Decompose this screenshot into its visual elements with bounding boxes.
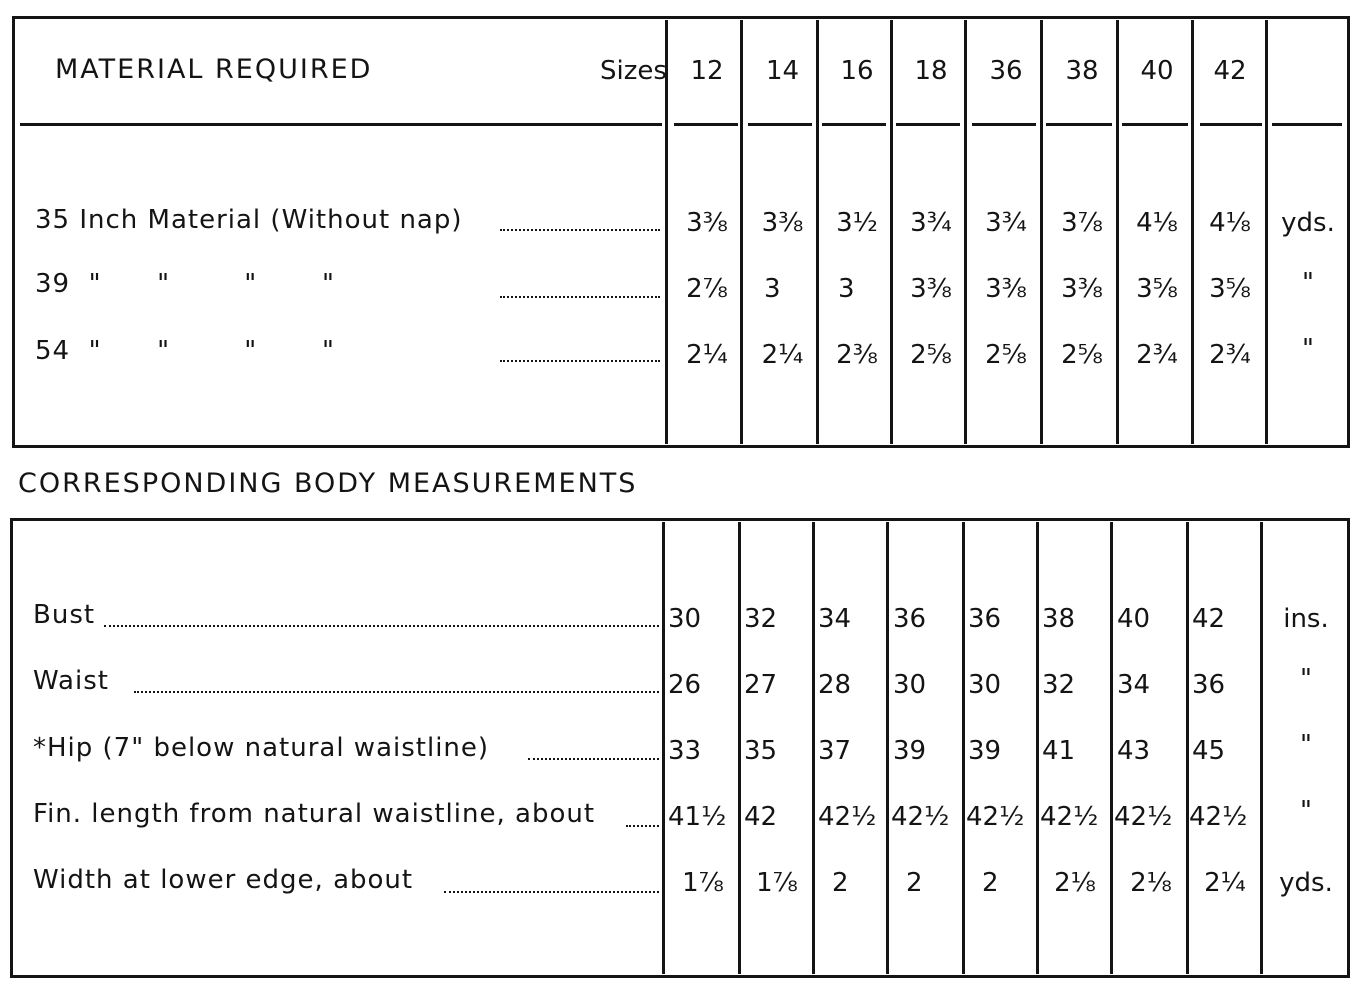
body-value: 38 bbox=[1042, 604, 1076, 634]
body-value: 32 bbox=[1042, 670, 1076, 700]
unit-rule bbox=[1272, 123, 1342, 126]
body-value: 32 bbox=[744, 604, 778, 634]
material-value: 2⅜ bbox=[836, 340, 878, 370]
body-value: 39 bbox=[893, 736, 927, 766]
material-header-rule bbox=[20, 123, 662, 126]
material-value: 3⅜ bbox=[686, 208, 728, 238]
body-value: 34 bbox=[818, 604, 852, 634]
material-value: 2¼ bbox=[686, 340, 728, 370]
material-value: 3⅜ bbox=[1061, 274, 1103, 304]
material-row-label: 35 Inch Material (Without nap) bbox=[35, 205, 463, 235]
material-col-divider bbox=[816, 20, 819, 444]
body-col-divider bbox=[738, 522, 741, 974]
body-value: 36 bbox=[893, 604, 927, 634]
material-value: 2¾ bbox=[1136, 340, 1178, 370]
leader-dots bbox=[626, 825, 659, 827]
material-value: 4⅛ bbox=[1209, 208, 1251, 238]
body-value: 35 bbox=[744, 736, 778, 766]
body-col-divider bbox=[662, 522, 665, 974]
material-value: 3⅜ bbox=[985, 274, 1027, 304]
material-row-label: 39 " " " " bbox=[35, 269, 336, 299]
body-col-divider bbox=[812, 522, 815, 974]
material-col-divider bbox=[964, 20, 967, 444]
body-value: 40 bbox=[1117, 604, 1151, 634]
size-rule-40 bbox=[1122, 123, 1188, 126]
size-header: 12 bbox=[690, 56, 724, 86]
size-header: 36 bbox=[989, 56, 1023, 86]
material-value: 3½ bbox=[836, 208, 878, 238]
body-value: 42½ bbox=[1040, 802, 1099, 832]
body-value: 42½ bbox=[818, 802, 877, 832]
body-value: 33 bbox=[668, 736, 702, 766]
material-value: 3⅜ bbox=[761, 208, 804, 238]
leader-dots bbox=[528, 758, 659, 760]
body-value: 30 bbox=[893, 670, 927, 700]
body-row-label: Bust bbox=[33, 600, 96, 630]
material-col-divider bbox=[1191, 20, 1194, 444]
body-value: 41½ bbox=[668, 802, 727, 832]
size-rule-14 bbox=[748, 123, 812, 126]
sizes-label: Sizes bbox=[600, 56, 667, 86]
body-value: 43 bbox=[1117, 736, 1151, 766]
body-row-label: Width at lower edge, about bbox=[33, 865, 414, 895]
body-value: 27 bbox=[744, 670, 778, 700]
material-value: 3 bbox=[838, 274, 855, 304]
leader-dots bbox=[104, 625, 659, 627]
material-value: 3⅜ bbox=[910, 274, 952, 304]
body-value: 36 bbox=[1192, 670, 1226, 700]
body-col-divider bbox=[1260, 522, 1263, 974]
leader-dots bbox=[444, 891, 659, 893]
body-value: 42½ bbox=[1189, 802, 1248, 832]
material-value: 2¾ bbox=[1209, 340, 1251, 370]
body-value: 36 bbox=[968, 604, 1002, 634]
material-value: 3⅝ bbox=[1209, 274, 1251, 304]
material-value: 3⅞ bbox=[1061, 208, 1103, 238]
size-header: 18 bbox=[914, 56, 948, 86]
body-value: 2⅛ bbox=[1130, 868, 1172, 898]
body-value: 2⅛ bbox=[1054, 868, 1096, 898]
material-value: 2⅝ bbox=[985, 340, 1027, 370]
body-unit: " bbox=[1300, 730, 1312, 760]
material-value: 2⅞ bbox=[686, 274, 728, 304]
body-value: 2 bbox=[982, 868, 999, 898]
material-row-label: 54 " " " " bbox=[35, 336, 336, 366]
body-row-label: Fin. length from natural waistline, about bbox=[33, 799, 596, 829]
body-unit: " bbox=[1300, 664, 1312, 694]
body-col-divider bbox=[886, 522, 889, 974]
size-rule-16 bbox=[822, 123, 886, 126]
material-value: 3⅝ bbox=[1136, 274, 1178, 304]
size-header: 38 bbox=[1065, 56, 1099, 86]
size-header: 14 bbox=[765, 56, 800, 86]
body-col-divider bbox=[1110, 522, 1113, 974]
body-value: 34 bbox=[1117, 670, 1151, 700]
material-value: 3 bbox=[764, 274, 781, 304]
material-col-divider bbox=[890, 20, 893, 444]
body-unit: yds. bbox=[1279, 868, 1333, 898]
material-col-divider bbox=[1116, 20, 1119, 444]
body-value: 42 bbox=[744, 802, 778, 832]
body-value: 2¼ bbox=[1204, 868, 1246, 898]
body-title: CORRESPONDING BODY MEASUREMENTS bbox=[18, 468, 638, 499]
size-header: 42 bbox=[1213, 56, 1247, 86]
leader-dots bbox=[500, 360, 660, 362]
body-value: 2 bbox=[832, 868, 849, 898]
body-value: 42 bbox=[1192, 604, 1226, 634]
body-col-divider bbox=[962, 522, 965, 974]
material-unit: " bbox=[1302, 334, 1314, 364]
body-col-divider bbox=[1036, 522, 1039, 974]
size-rule-36 bbox=[972, 123, 1036, 126]
material-col-divider bbox=[1040, 20, 1043, 444]
body-value: 2 bbox=[906, 868, 923, 898]
body-row-label: Waist bbox=[33, 666, 109, 696]
body-value: 1⅞ bbox=[682, 868, 724, 898]
body-value: 45 bbox=[1192, 736, 1226, 766]
body-unit: ins. bbox=[1283, 604, 1329, 634]
material-value: 2⅝ bbox=[910, 340, 952, 370]
body-col-divider bbox=[1186, 522, 1189, 974]
size-rule-38 bbox=[1046, 123, 1112, 126]
material-col-divider bbox=[1265, 20, 1268, 444]
body-value: 26 bbox=[668, 670, 702, 700]
body-value: 41 bbox=[1042, 736, 1076, 766]
body-value: 42½ bbox=[891, 802, 950, 832]
body-value: 37 bbox=[818, 736, 852, 766]
body-unit: " bbox=[1300, 796, 1312, 826]
leader-dots bbox=[500, 296, 660, 298]
material-col-divider bbox=[740, 20, 743, 444]
material-value: 2⅝ bbox=[1061, 340, 1103, 370]
body-value: 28 bbox=[818, 670, 852, 700]
material-unit: yds. bbox=[1281, 208, 1335, 238]
material-unit: " bbox=[1302, 268, 1314, 298]
size-header: 40 bbox=[1140, 56, 1174, 86]
size-rule-42 bbox=[1200, 123, 1262, 126]
material-value: 2¼ bbox=[761, 340, 804, 370]
size-header: 16 bbox=[840, 56, 874, 86]
size-rule-18 bbox=[896, 123, 960, 126]
leader-dots bbox=[134, 691, 659, 693]
body-value: 42½ bbox=[966, 802, 1025, 832]
body-value: 1⅞ bbox=[756, 868, 798, 898]
material-value: 3¾ bbox=[985, 208, 1027, 238]
body-value: 39 bbox=[968, 736, 1002, 766]
material-value: 4⅛ bbox=[1136, 208, 1178, 238]
body-value: 30 bbox=[968, 670, 1002, 700]
size-rule-12 bbox=[674, 123, 738, 126]
material-title: MATERIAL REQUIRED bbox=[55, 54, 373, 85]
leader-dots bbox=[500, 229, 660, 231]
body-value: 30 bbox=[668, 604, 702, 634]
body-row-label: *Hip (7" below natural waistline) bbox=[33, 733, 490, 763]
material-value: 3¾ bbox=[910, 208, 952, 238]
body-value: 42½ bbox=[1114, 802, 1173, 832]
